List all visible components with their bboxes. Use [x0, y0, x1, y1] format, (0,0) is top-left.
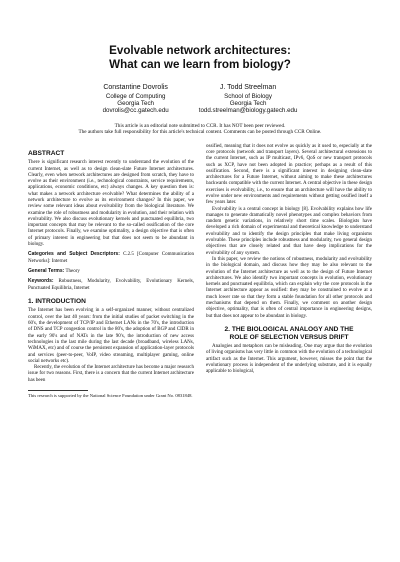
- editorial-note-line-2: The authors take full responsibility for this article's technical content. Comments can be posted through CCR Online.: [78, 129, 322, 136]
- abstract-text: There is significant research interest recently to understand the evolution of the current Internet, as well as to design clean-slate Future Internet architectures. Clearly, even when network architectures are designed from scratch, they have to evolve as their environment (i.e., technological constraints, service requirements, applications, economic conditions, etc) always changes. A key question then is: what makes a network architecture evolvable? What determines the ability of a network architecture to evolve as its environment changes? In this paper, we review some relevant ideas about evolvability from the biological literature. We examine the role of robustness and modularity in evolution, and their relation with evolvability. We also discuss evolutionary kernels and punctuated equilibria, two important concepts that may be relevant to the so-called ossification of the core Internet protocols. Finally, we examine optimality, a design objective that is often of primary interest in engineering but that does not seem to be abundant in biology.: [28, 160, 194, 248]
- author-affiliation: Georgia Tech: [229, 100, 267, 107]
- paper-page: [0, 44, 400, 562]
- author-name: Constantine Dovrolis: [103, 84, 168, 91]
- categories-line: [28, 251, 194, 265]
- intro-heading: 1. INTRODUCTION: [28, 297, 86, 305]
- paper-metadata: [28, 251, 194, 291]
- terms-line: [28, 268, 194, 275]
- section-2-heading-line-1: 2. THE BIOLOGICAL ANALOGY AND THE: [224, 325, 354, 333]
- intro-paragraph: Recently, the evolution of the Internet architecture has become a major research issue for two reasons. First, there is a concern that the current Internet architecture has been: [28, 365, 194, 383]
- title-line-2: What can we learn from biology?: [109, 58, 291, 71]
- section-2-heading: [206, 326, 372, 341]
- author-affiliation: School of Biology: [224, 92, 272, 100]
- footnote-divider: [28, 390, 88, 391]
- author-affiliation: College of Computing: [105, 92, 166, 100]
- terms-label: General Terms:: [28, 267, 65, 274]
- author-email: todd.streelman@biology.gatech.edu: [198, 107, 298, 115]
- author-name: J. Todd Streelman: [219, 84, 277, 91]
- body-paragraph: In this paper, we review the notions of robustness, modularity and evolvability in the biological domain, and discuss how they may be also relevant to the evolution of the Internet architecture as well as to the design of Future Internet architectures. We also identify two important concepts in evolution, evolutionary kernels and punctuated equilibria, which can explain why the core protocols in the Internet architecture appear as ossified: they may be constrained to evolve at a much lower rate so that they form a stable foundation for all other protocols and mechanisms that depend on them. Finally, we comment on another design objective, optimality, that is often of central importance in engineering designs, but that does not appear to be abundant in biology.: [206, 256, 372, 319]
- terms-text: Theory: [65, 268, 80, 274]
- abstract-heading: ABSTRACT: [28, 149, 65, 157]
- footnote: This research is supported by the National Science Foundation under Grant No. 0831848.: [28, 393, 193, 399]
- categories-text: C.2.5 [Computer Communication Networks]: Internet: [28, 252, 194, 264]
- editorial-note-line-1: This article is an editorial note submitted to CCR. It has NOT been peer reviewed.: [114, 122, 286, 129]
- right-column: [206, 144, 372, 399]
- body-paragraph: ossified, meaning that it does not evolve as quickly as it used to, especially at the core protocols (network and transport layers). Several architectural extensions to the current Internet, such as IP multicast, IPv6, QoS or new transport protocols such as XCP, have not been adopted in practice; perhaps as a result of this ossification. Second, there is a significant interest in designing clean-slate architectures for a Future Internet, without aiming to make these architectures backwards compatible with the current Internet. A central objective in these design exercises is evolvability, i.e., to ensure that an architecture will have the ability to evolve under new environments and requirements without getting ossified itself a few years later.: [206, 143, 372, 206]
- left-column: [28, 144, 194, 399]
- editorial-note: [28, 123, 372, 136]
- section-2-heading-line-2: ROLE OF SELECTION VERSUS DRIFT: [229, 333, 349, 341]
- author-email: dovrolis@cc.gatech.edu: [102, 107, 169, 115]
- keywords-line: [28, 278, 194, 292]
- author-2: [199, 84, 298, 115]
- keywords-label: Keywords:: [28, 278, 54, 285]
- author-1: [103, 84, 169, 115]
- body-paragraph: Evolvability is a central concept in biology [8]. Evolvability explains how life manages to generate dramatically novel phenotypes and complex behaviors from random genetic variations, in relatively short time scales. Biologists have developed a rich domain of experimental and theoretical knowledge to understand evolvability and to identify the design principles that make living organisms evolvable. These principles include robustness and modularity, two general design objectives that are closely related and that have deep implications for the evolvability of any system.: [206, 206, 372, 256]
- title-line-1: Evolvable network architectures:: [109, 44, 291, 57]
- two-column-body: [28, 144, 372, 399]
- categories-label: Categories and Subject Descriptors:: [28, 251, 120, 258]
- author-block: [28, 84, 372, 115]
- paper-title: [28, 44, 372, 72]
- intro-paragraph: The Internet has been evolving in a self-organized manner, without centralized control, over the last 40 years: from the initial studies of packet switching in the 60's, the development of TCP/IP and Ethernet LANs in the 70's, the introduction of DNS and TCP congestion control in the 80's, the adoption of BGP and CIDR in the early 90's and of NATs in the late 90's, the introduction of new access technologies in the last mile during the last decade (broadband, wireless LANs, WiMAX, etc) and of course the persistent expansion of application-layer protocols and services (peer-to-peer, VoIP, video streaming, multiplayer gaming, online social networks etc).: [28, 308, 194, 364]
- keywords-text: Robustness, Modularity, Evolvability, Evolutionary Kernels, Punctuated Equilibria, Internet: [28, 279, 194, 291]
- body-paragraph: Analogies and metaphors can be misleading. One may argue that the evolution of living organisms has very little in common with the evolution of a technological artifact such as the Internet. This argument, however, misses the point that the evolutionary process is independent of the underlying substrate, and it is equally applicable to biological,: [206, 344, 372, 375]
- author-affiliation: Georgia Tech: [117, 100, 154, 107]
